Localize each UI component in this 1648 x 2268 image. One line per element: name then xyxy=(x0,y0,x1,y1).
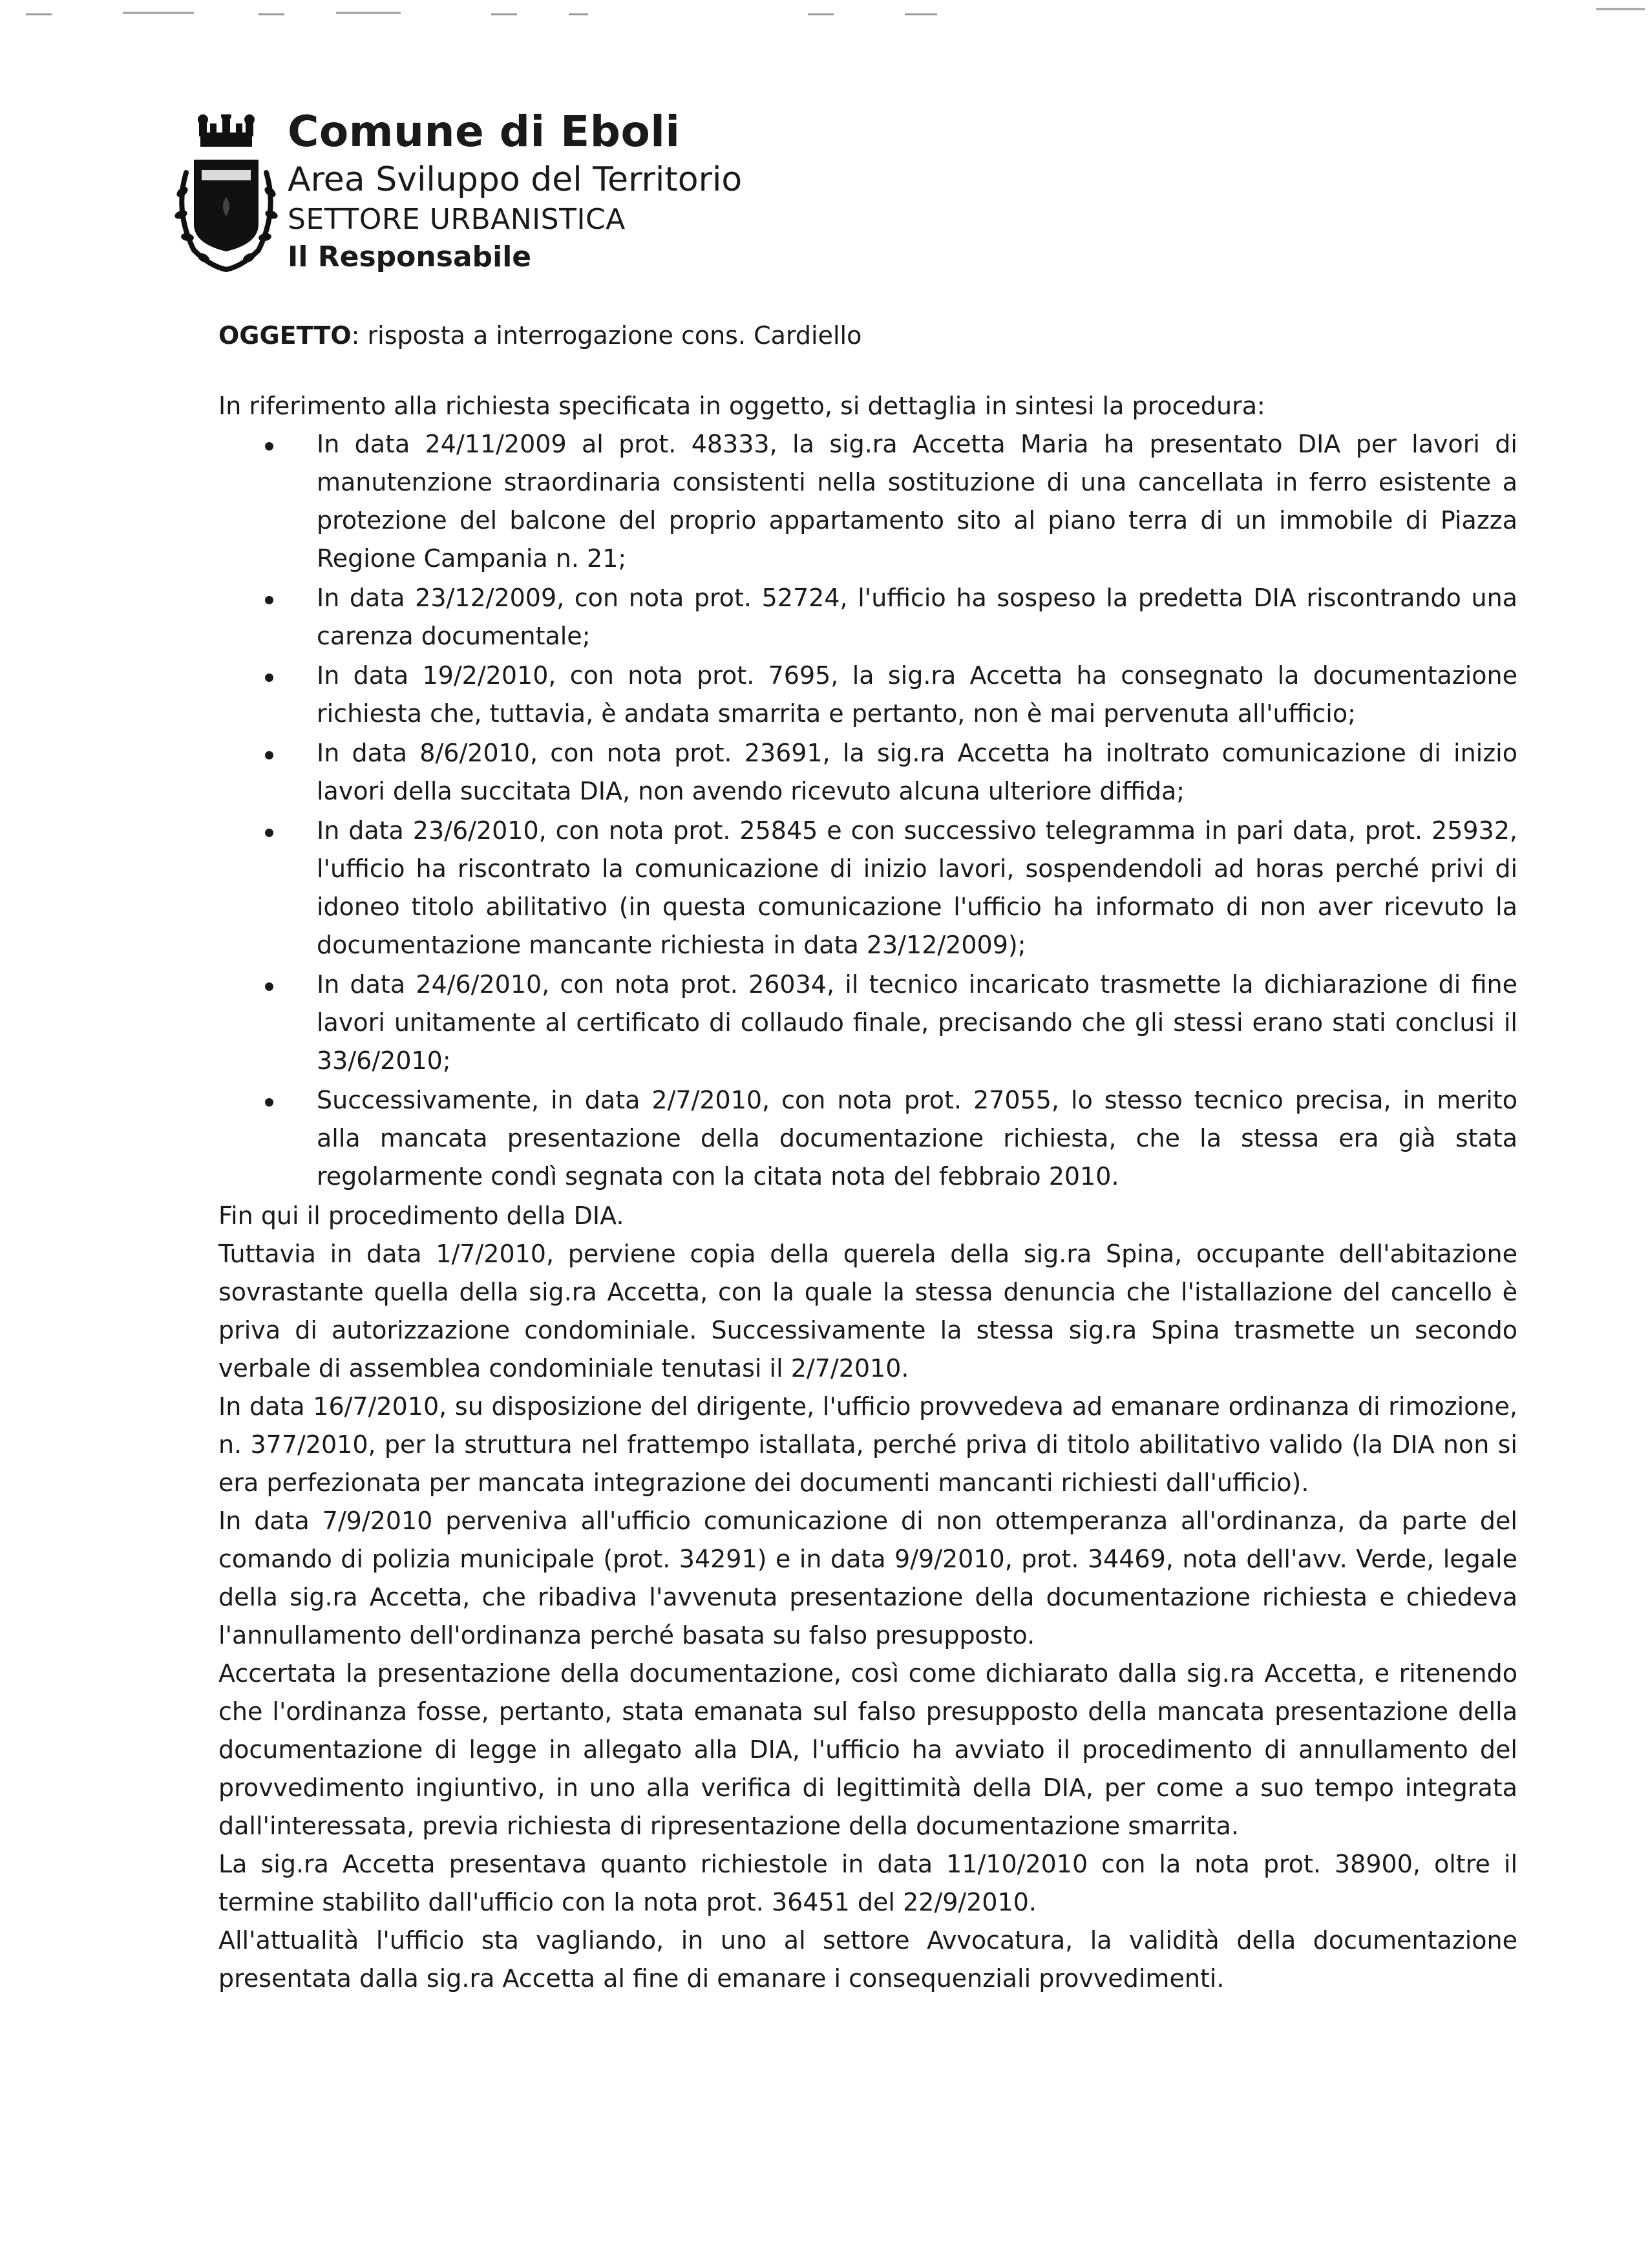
letter-body xyxy=(218,317,1517,1998)
list-item: In data 19/2/2010, con nota prot. 7695, la sig.ra Accetta ha consegnato la documentazione richiesta che, tuttavia, è andata smarrita e pertanto, non è mai pervenuta all'ufficio; xyxy=(317,657,1517,733)
list-item: In data 23/12/2009, con nota prot. 52724, l'ufficio ha sospeso la predetta DIA riscontrando una carenza documentale; xyxy=(317,579,1517,655)
list-item: In data 23/6/2010, con nota prot. 25845 e con successivo telegramma in pari data, prot. 25932, l'ufficio ha riscontrato la comunicazione di inizio lavori, sospendendoli ad horas perché privi di idoneo titolo abilitativo (in questa comunicazione l'ufficio ha informato di non aver ricevuto la documentazione mancante richiesta in data 23/12/2009); xyxy=(317,812,1517,964)
list-item: In data 24/11/2009 al prot. 48333, la sig.ra Accetta Maria ha presentato DIA per lavori di manutenzione straordinaria consistenti nella sostituzione di una cancellata in ferro esistente a protezione del balcone del proprio appartamento sito al piano terra di un immobile di Piazza Regione Campania n. 21; xyxy=(317,425,1517,578)
body-paragraph: Tuttavia in data 1/7/2010, perviene copia della querela della sig.ra Spina, occupante dell'abitazione sovrastante quella della sig.ra Accetta, con la quale la stessa denuncia che l'istallazione del cancello è priva di autorizzazione condominiale. Successivamente la stessa sig.ra Spina trasmette un secondo verbale di assemblea condominiale tenutasi il 2/7/2010. xyxy=(218,1240,1517,1383)
body-paragraph: In data 7/9/2010 perveniva all'ufficio comunicazione di non ottemperanza all'ordinanza, da parte del comando di polizia municipale (prot. 34291) e in data 9/9/2010, prot. 34469, nota dell'avv. Verde, legale della sig.ra Accetta, che ribadiva l'avvenuta presentazione della documentazione richiesta e chiedeva l'annullamento dell'ordinanza perché basata su falso presupposto. xyxy=(218,1507,1517,1649)
body-paragraph: Accertata la presentazione della documentazione, così come dichiarato dalla sig.ra Accetta, e ritenendo che l'ordinanza fosse, pertanto, stata emanata sul falso presupposto della mancata presentazione della documentazione di legge in allegato alla DIA, l'ufficio ha avviato il procedimento di annullamento del provvedimento ingiuntivo, in uno alla verifica di legittimità della DIA, per come a suo tempo integrata dall'interessata, previa richiesta di ripresentazione della documentazione smarrita. xyxy=(218,1659,1517,1840)
scan-artifact-lines xyxy=(0,0,1648,26)
municipal-crest-icon xyxy=(174,114,278,276)
subject-label: OGGETTO xyxy=(218,321,352,350)
organization-area: Area Sviluppo del Territorio xyxy=(288,160,743,199)
body-paragraph: La sig.ra Accetta presentava quanto richiestole in data 11/10/2010 con la nota prot. 38900, oltre il termine stabilito dall'ufficio con la nota prot. 36451 del 22/9/2010. xyxy=(218,1850,1517,1916)
organization-block xyxy=(288,107,1063,276)
organization-responsible: Il Responsabile xyxy=(288,240,532,273)
organization-title: Comune di Eboli xyxy=(288,107,681,156)
body-paragraph: Fin qui il procedimento della DIA. xyxy=(218,1202,624,1230)
intro-paragraph: In riferimento alla richiesta specificata in oggetto, si dettaglia in sintesi la procedura: xyxy=(218,392,1265,420)
procedure-list xyxy=(218,425,1517,1196)
body-paragraph: All'attualità l'ufficio sta vagliando, in uno al settore Avvocatura, la validità della documentazione presentata dalla sig.ra Accetta al fine di emanare i consequenziali provvedimenti. xyxy=(218,1926,1517,1993)
subject-text: : risposta a interrogazione cons. Cardiello xyxy=(351,321,862,350)
list-item: Successivamente, in data 2/7/2010, con nota prot. 27055, lo stesso tecnico precisa, in merito alla mancata presentazione della documentazione richiesta, che la stessa era già stata regolarmente condì segnata con la citata nota del febbraio 2010. xyxy=(317,1081,1517,1196)
body-paragraph: In data 16/7/2010, su disposizione del dirigente, l'ufficio provvedeva ad emanare ordinanza di rimozione, n. 377/2010, per la struttura nel frattempo istallata, perché priva di titolo abilitativo valido (la DIA non si era perfezionata per mancata integrazione dei documenti mancanti richiesti dall'ufficio). xyxy=(218,1392,1517,1497)
subject-line xyxy=(218,317,1517,355)
list-item: In data 24/6/2010, con nota prot. 26034, il tecnico incaricato trasmette la dichiarazione di fine lavori unitamente al certificato di collaudo finale, precisando che gli stessi erano stati conclusi il 33/6/2010; xyxy=(317,966,1517,1080)
letterhead xyxy=(174,107,1079,281)
list-item: In data 8/6/2010, con nota prot. 23691, la sig.ra Accetta ha inoltrato comunicazione di inizio lavori della succitata DIA, non avendo ricevuto alcuna ulteriore diffida; xyxy=(317,734,1517,811)
organization-sector: SETTORE URBANISTICA xyxy=(288,203,626,236)
